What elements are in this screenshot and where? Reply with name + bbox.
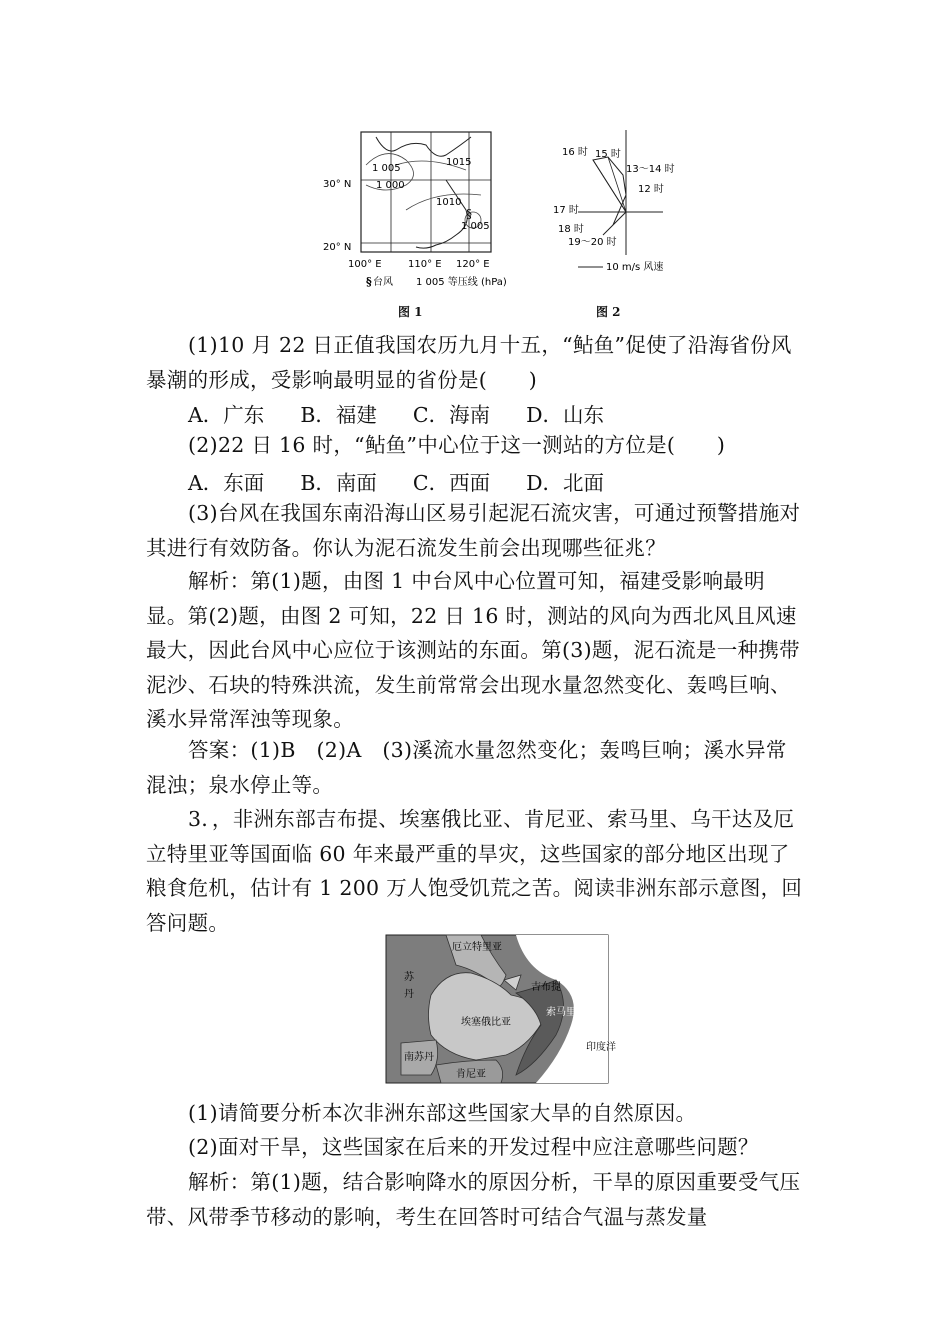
- time-label: 15 时: [595, 149, 621, 160]
- label-south-sudan: 南苏丹: [404, 1052, 434, 1063]
- isobar-label: 1015: [446, 157, 472, 168]
- legend-typhoon: 台风: [373, 277, 393, 288]
- scale-label: 10 m/s 风速: [606, 262, 664, 273]
- time-label: 18 时: [558, 224, 584, 235]
- east-africa-map: [386, 935, 616, 1083]
- question-3: (3)台风在我国东南沿海山区易引起泥石流灾害，可通过预警措施对其进行有效防备。你认为泥石流发生前会出现哪些征兆？: [146, 501, 801, 560]
- option-b: B．福建: [300, 403, 377, 427]
- analysis-1: 解析：第(1)题，由图 1 中台风中心位置可知，福建受影响最明显。第(2)题，由图 2 可知，22 日 16 时，测站的风向为西北风且风速最大，因此台风中心应位于该测站的东面。第(3)题，泥石流是一种携带泥沙、石块的特殊洪流，发生前常常会出现水量忽然变化、轰鸣巨响、溪水异常浑浊等现象。: [146, 569, 800, 731]
- wind-vector-figure: [548, 125, 688, 300]
- label-somalia: 索马里: [546, 1007, 576, 1018]
- label-ethiopia: 埃塞俄比亚: [461, 1017, 511, 1028]
- time-label: 13～14 时: [626, 164, 675, 175]
- time-label: 19～20 时: [568, 237, 617, 248]
- question-1: (1)10 月 22 日正值我国农历九月十五，“鲇鱼”促使了沿海省份风暴潮的形成，受影响最明显的省份是( ): [146, 333, 792, 392]
- option-d: D．北面: [526, 471, 605, 495]
- option-c: C．海南: [412, 403, 491, 427]
- lat-label: 30° N: [323, 179, 352, 190]
- option-b: B．南面: [300, 471, 377, 495]
- isobar-label: 1 005: [461, 221, 490, 232]
- problem-3: 3．，非洲东部吉布提、埃塞俄比亚、肯尼亚、索马里、乌干达及厄立特里亚等国面临 60 年来最严重的旱灾，这些国家的部分地区出现了粮食危机，估计有 1 200 万人饱受饥荒之苦。阅读非洲东部示意图，回答问题。: [146, 807, 803, 935]
- question-2: (2)22 日 16 时，“鲇鱼”中心位于这一测站的方位是( ): [188, 433, 726, 457]
- typhoon-legend-icon: §: [366, 275, 372, 288]
- isobar-label: 1 000: [376, 180, 405, 191]
- isobar-label: 1 005: [372, 163, 401, 174]
- option-a: A．东面: [188, 471, 265, 495]
- label-djibouti: 吉布提: [531, 982, 561, 993]
- lon-label: 110° E: [408, 259, 442, 270]
- lon-label: 120° E: [456, 259, 490, 270]
- time-label: 12 时: [638, 184, 664, 195]
- analysis-3: 解析：第(1)题，结合影响降水的原因分析，干旱的原因重要受气压带、风带季节移动的影响，考生在回答时可结合气温与蒸发量: [146, 1170, 801, 1229]
- label-indian-ocean: 印度洋: [586, 1042, 616, 1053]
- problem-3-question-1: (1)请简要分析本次非洲东部这些国家大旱的自然原因。: [188, 1101, 697, 1125]
- lat-label: 20° N: [323, 242, 352, 253]
- option-c: C．西面: [412, 471, 491, 495]
- figure2-caption: 图 2: [596, 305, 621, 319]
- question-1-options: [188, 398, 604, 428]
- time-label: 17 时: [553, 205, 579, 216]
- isobar-label: 1010: [436, 197, 462, 208]
- problem-3-question-2: (2)面对干旱，这些国家在后来的开发过程中应注意哪些问题？: [188, 1135, 759, 1159]
- typhoon-icon: §: [466, 207, 472, 221]
- time-label: 16 时: [562, 147, 588, 158]
- option-a: A．广东: [188, 403, 265, 427]
- figure1-caption: 图 1: [398, 305, 423, 319]
- question-2-options: [188, 466, 604, 496]
- answer-1: 答案：(1)B (2)A (3)溪流水量忽然变化；轰鸣巨响；溪水异常混浊；泉水停止等。: [146, 738, 787, 797]
- label-sudan: 苏: [404, 972, 414, 983]
- legend-isobar: 1 005 等压线 (hPa): [416, 277, 507, 288]
- option-d: D．山东: [526, 403, 605, 427]
- label-sudan-2: 丹: [404, 989, 414, 1000]
- label-eritrea: 厄立特里亚: [452, 942, 502, 953]
- lon-label: 100° E: [348, 259, 382, 270]
- label-kenya: 肯尼亚: [456, 1069, 486, 1080]
- typhoon-map-figure: [323, 125, 516, 300]
